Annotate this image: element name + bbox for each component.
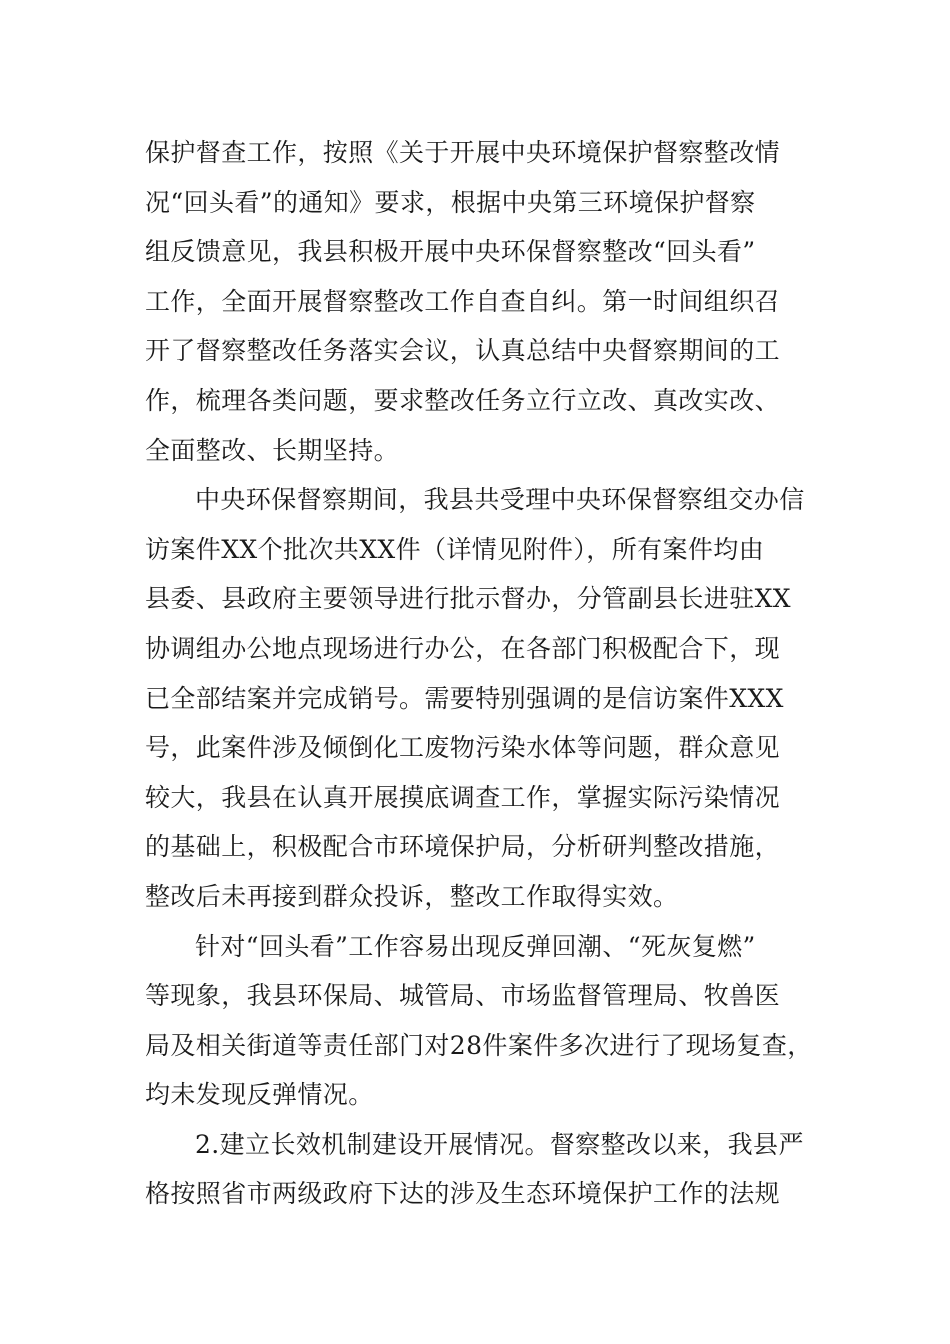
text-line: 号，此案件涉及倾倒化工废物污染水体等问题，群众意见 [145, 733, 781, 763]
text-line: 较大，我县在认真开展摸底调查工作，掌握实际污染情况 [145, 782, 781, 812]
text-line: 整改后未再接到群众投诉，整改工作取得实效。 [145, 881, 679, 911]
text-line: 的基础上，积极配合市环境保护局，分析研判整改措施， [145, 832, 781, 862]
text-line: 等现象，我县环保局、城管局、市场监督管理局、牧兽医 [145, 981, 781, 1011]
text-line: 已全部结案并完成销号。需要特别强调的是信访案件XXX [145, 683, 784, 713]
text-line: 况“回头看”的通知》要求，根据中央第三环境保护督察 [145, 187, 756, 217]
paragraph [145, 1120, 835, 1219]
text-line: 针对“回头看”工作容易出现反弹回潮、“死灰复燃” [195, 931, 756, 961]
text-line: 组反馈意见，我县积极开展中央环保督察整改“回头看” [145, 237, 756, 267]
paragraph [145, 922, 835, 1120]
document-body [145, 128, 835, 1219]
text-line: 全面整改、长期坚持。 [145, 435, 400, 465]
text-line: 均未发现反弹情况。 [145, 1080, 374, 1110]
text-line: 中央环保督察期间，我县共受理中央环保督察组交办信 [195, 485, 805, 515]
paragraph [145, 128, 835, 475]
text-line: 开了督察整改任务落实会议，认真总结中央督察期间的工 [145, 336, 781, 366]
text-line: 工作，全面开展督察整改工作自查自纠。第一时间组织召 [145, 286, 781, 316]
text-line: 2.建立长效机制建设开展情况。督察整改以来，我县严 [195, 1129, 804, 1159]
text-line: 协调组办公地点现场进行办公，在各部门积极配合下，现 [145, 633, 781, 663]
text-line: 访案件XX个批次共XX件（详情见附件），所有案件均由 [145, 534, 765, 564]
text-line: 格按照省市两级政府下达的涉及生态环境保护工作的法规 [145, 1179, 781, 1209]
text-line: 县委、县政府主要领导进行批示督办，分管副县长进驻XX [145, 584, 791, 614]
paragraph [145, 475, 835, 921]
text-line: 局及相关街道等责任部门对28件案件多次进行了现场复查， [145, 1030, 813, 1060]
text-line: 作，梳理各类问题，要求整改任务立行立改、真改实改、 [145, 385, 781, 415]
text-line: 保护督查工作，按照《关于开展中央环境保护督察整改情 [145, 138, 781, 167]
